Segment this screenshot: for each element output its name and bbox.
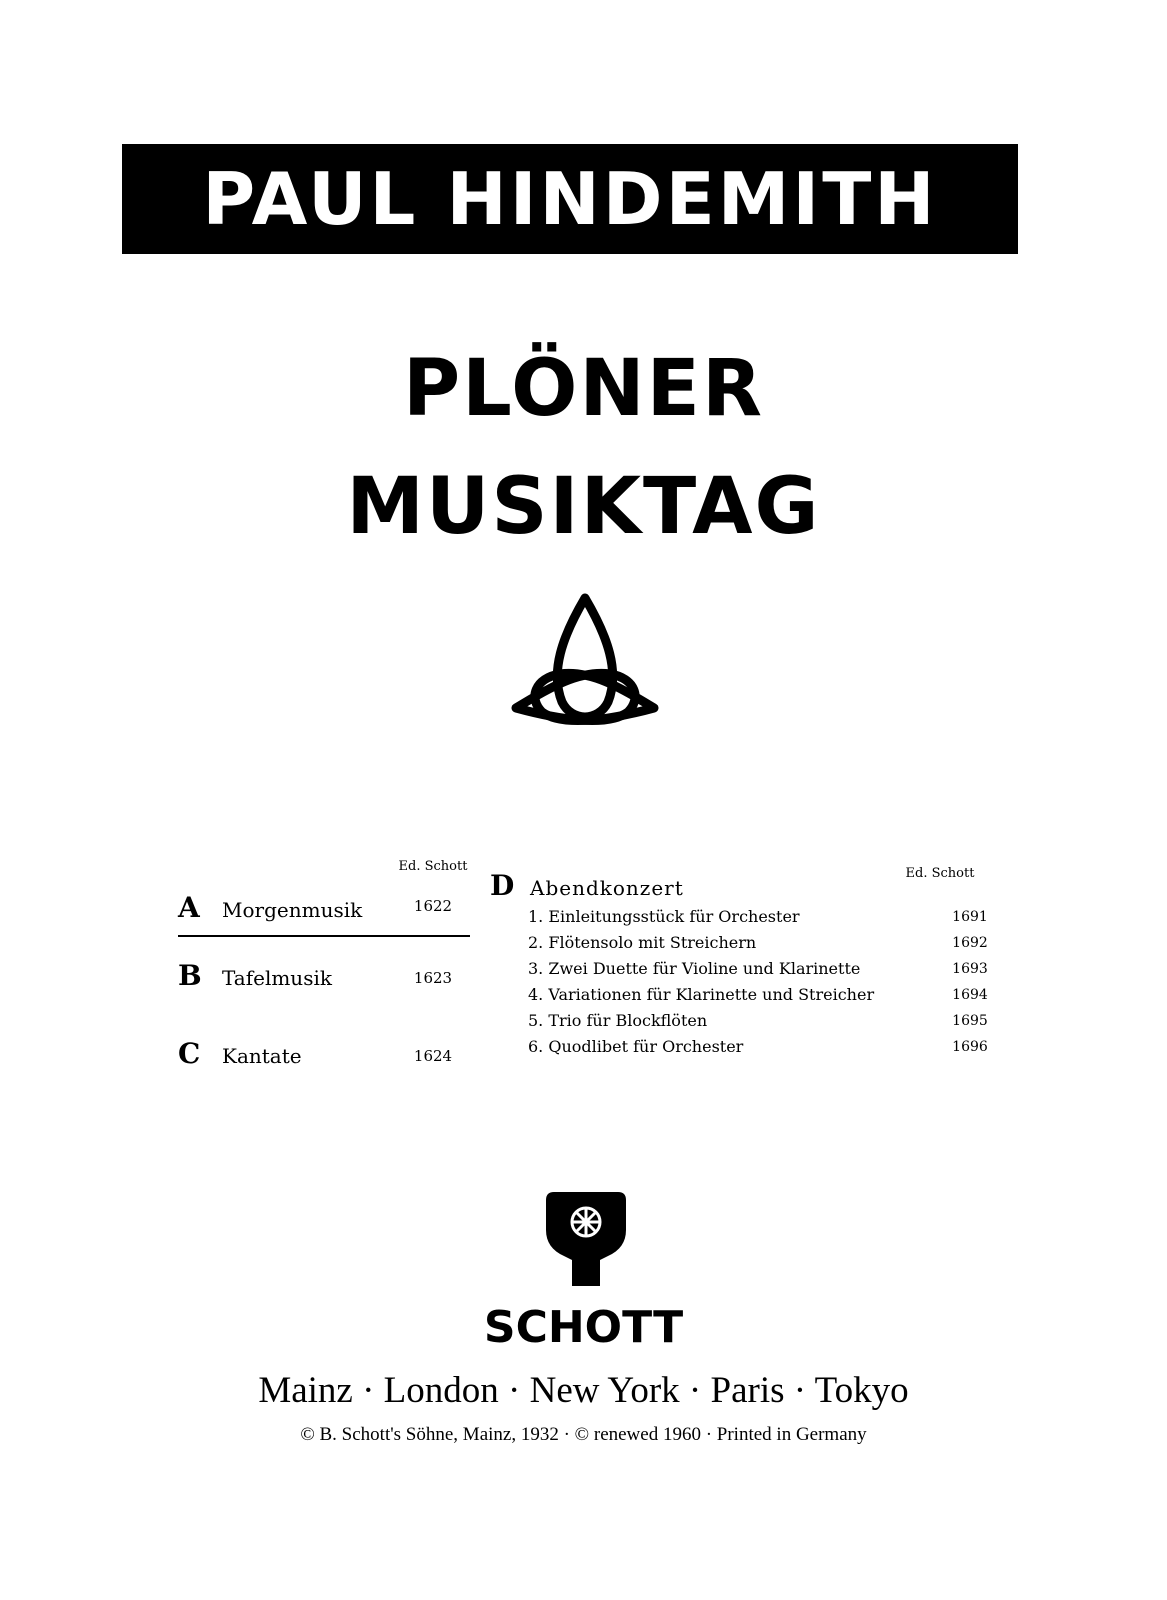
composer-name: PAUL HINDEMITH — [202, 157, 938, 241]
entry-name: Kantate — [222, 1044, 302, 1068]
item-number: 1696 — [952, 1039, 988, 1055]
divider-rule — [178, 935, 470, 937]
entry-number: 1623 — [413, 969, 453, 987]
item-label: 6. Quodlibet für Orchester — [528, 1037, 744, 1056]
list-item — [528, 904, 1008, 930]
entry-number: 1624 — [413, 1047, 453, 1065]
item-label: 3. Zwei Duette für Violine und Klarinette — [528, 959, 861, 978]
item-number: 1693 — [952, 961, 988, 977]
list-item — [528, 982, 1008, 1008]
publisher-cities: Mainz · London · New York · Paris · Tokyo — [258, 1370, 909, 1411]
section-d-title: Abendkonzert — [530, 876, 684, 900]
title-line-1: PLÖNER — [402, 344, 765, 434]
schott-shield-logo-icon — [538, 1190, 634, 1290]
entry-number: 1622 — [413, 897, 453, 915]
entry-name: Tafelmusik — [222, 966, 332, 990]
list-item — [528, 956, 1008, 982]
entry-letter-d: D — [490, 869, 515, 902]
contents-entry-b — [178, 958, 470, 994]
contents-entry-a — [178, 890, 470, 926]
list-item — [528, 1034, 1008, 1060]
title-line-2: MUSIKTAG — [346, 462, 821, 552]
list-item — [528, 930, 1008, 956]
copyright-notice: © B. Schott's Söhne, Mainz, 1932 · © renewed 1960 · Printed in Germany — [300, 1424, 867, 1445]
right-contents-column — [490, 858, 1010, 1068]
item-label: 4. Variationen für Klarinette und Streicher — [528, 985, 875, 1004]
item-label: 1. Einleitungsstück für Orchester — [528, 907, 800, 926]
left-contents-column — [178, 860, 470, 1100]
item-number: 1691 — [952, 909, 988, 925]
entry-letter: A — [178, 891, 200, 924]
composer-banner — [122, 144, 1018, 254]
item-number: 1695 — [952, 1013, 988, 1029]
list-item — [528, 1008, 1008, 1034]
entry-letter: C — [178, 1037, 201, 1070]
entry-letter: B — [178, 959, 202, 992]
triquetra-emblem-icon — [510, 592, 660, 727]
item-number: 1694 — [952, 987, 988, 1003]
edition-header-left: Ed. Schott — [398, 859, 468, 874]
item-label: 5. Trio für Blockflöten — [528, 1011, 708, 1030]
contents-entry-c — [178, 1036, 470, 1072]
edition-header-right: Ed. Schott — [905, 866, 975, 881]
item-number: 1692 — [952, 935, 988, 951]
item-label: 2. Flötensolo mit Streichern — [528, 933, 757, 952]
publisher-name: SCHOTT — [483, 1302, 684, 1353]
entry-name: Morgenmusik — [222, 898, 363, 922]
